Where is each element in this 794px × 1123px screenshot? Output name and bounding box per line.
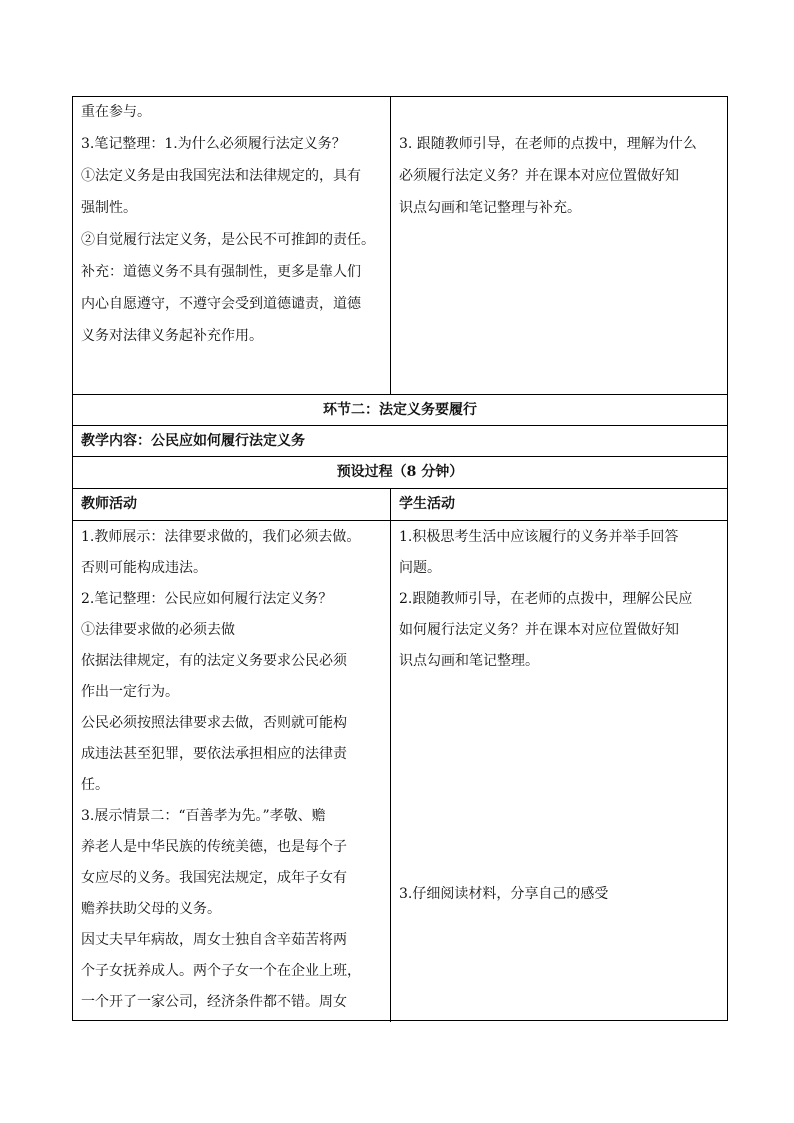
text-line: 如何履行法定义务？并在课本对应位置做好知 [399, 622, 679, 638]
text-line: 1.积极思考生活中应该履行的义务并举手回答 [399, 529, 679, 545]
table-row-section1 [73, 97, 727, 394]
text-line: 个子女抚养成人。两个子女一个在企业上班， [81, 963, 361, 979]
student-activity-cell [391, 521, 727, 1022]
text-line: 补充：道德义务不具有强制性，更多是靠人们 [81, 264, 361, 280]
teaching-content: 教学内容：公民应如何履行法定义务 [81, 433, 305, 449]
text-line: 公民必须按照法律要求去做，否则就可能构 [81, 715, 347, 731]
text-line: 赡养扶助父母的义务。 [81, 901, 221, 917]
text-line: 重在参与。 [81, 104, 151, 120]
text-line: 成违法甚至犯罪，要依法承担相应的法律责 [81, 746, 347, 762]
text-line: 依据法律规定，有的法定义务要求公民必须 [81, 653, 347, 669]
text-line: 义务对法律义务起补充作用。 [81, 328, 263, 344]
table-row-section2 [73, 520, 727, 1022]
text-line: 强制性。 [81, 200, 137, 216]
text-line: 2.跟随教师引导，在老师的点拨中，理解公民应 [399, 591, 693, 607]
section-title: 环节二：法定义务要履行 [323, 402, 477, 418]
text-line: 一个开了一家公司，经济条件都不错。周女 [81, 994, 347, 1010]
text-line: 女应尽的义务。我国宪法规定，成年子女有 [81, 870, 347, 886]
teacher-activity-header: 教师活动 [81, 496, 137, 512]
text-line: 任。 [81, 777, 109, 793]
lesson-plan-table [72, 96, 728, 1021]
text-line: ①法定义务是由我国宪法和法律规定的，具有 [81, 168, 361, 184]
table-row-process-title [73, 456, 727, 488]
text-line: 3.仔细阅读材料，分享自己的感受 [399, 886, 609, 902]
text-line: 养老人是中华民族的传统美德，也是每个子 [81, 839, 347, 855]
text-line: 3.笔记整理：1.为什么必须履行法定义务？ [81, 136, 346, 152]
text-line: 3. 跟随教师引导，在老师的点拨中，理解为什么 [399, 136, 697, 152]
text-line: ①法律要求做的必须去做 [81, 622, 235, 638]
header-cell-student [391, 489, 727, 520]
text-line: 问题。 [399, 560, 441, 576]
text-line: 3.展示情景二：“百善孝为先。”孝敬、赡 [81, 808, 326, 824]
table-row-headers [73, 488, 727, 520]
teacher-activity-cell [73, 521, 391, 1022]
text-line: ②自觉履行法定义务，是公民不可推卸的责任。 [81, 232, 375, 248]
text-line: 作出一定行为。 [81, 684, 179, 700]
text-line: 必须履行法定义务？并在课本对应位置做好知 [399, 168, 679, 184]
teacher-activity-cell [73, 97, 391, 394]
text-line: 否则可能构成违法。 [81, 560, 207, 576]
text-line: 1.教师展示：法律要求做的，我们必须去做。 [81, 529, 361, 545]
student-activity-cell [391, 97, 727, 394]
header-cell-teacher [73, 489, 391, 520]
text-line: 识点勾画和笔记整理。 [399, 653, 539, 669]
table-row-section-title [73, 394, 727, 425]
text-line: 2.笔记整理：公民应如何履行法定义务？ [81, 591, 333, 607]
student-activity-header: 学生活动 [399, 496, 455, 512]
text-line: 识点勾画和笔记整理与补充。 [399, 200, 581, 216]
text-line: 内心自愿遵守，不遵守会受到道德谴责，道德 [81, 296, 361, 312]
table-row-teaching-content [73, 425, 727, 456]
process-title: 预设过程（8 分钟） [336, 464, 464, 480]
text-line: 因丈夫早年病故，周女士独自含辛茹苦将两 [81, 932, 347, 948]
